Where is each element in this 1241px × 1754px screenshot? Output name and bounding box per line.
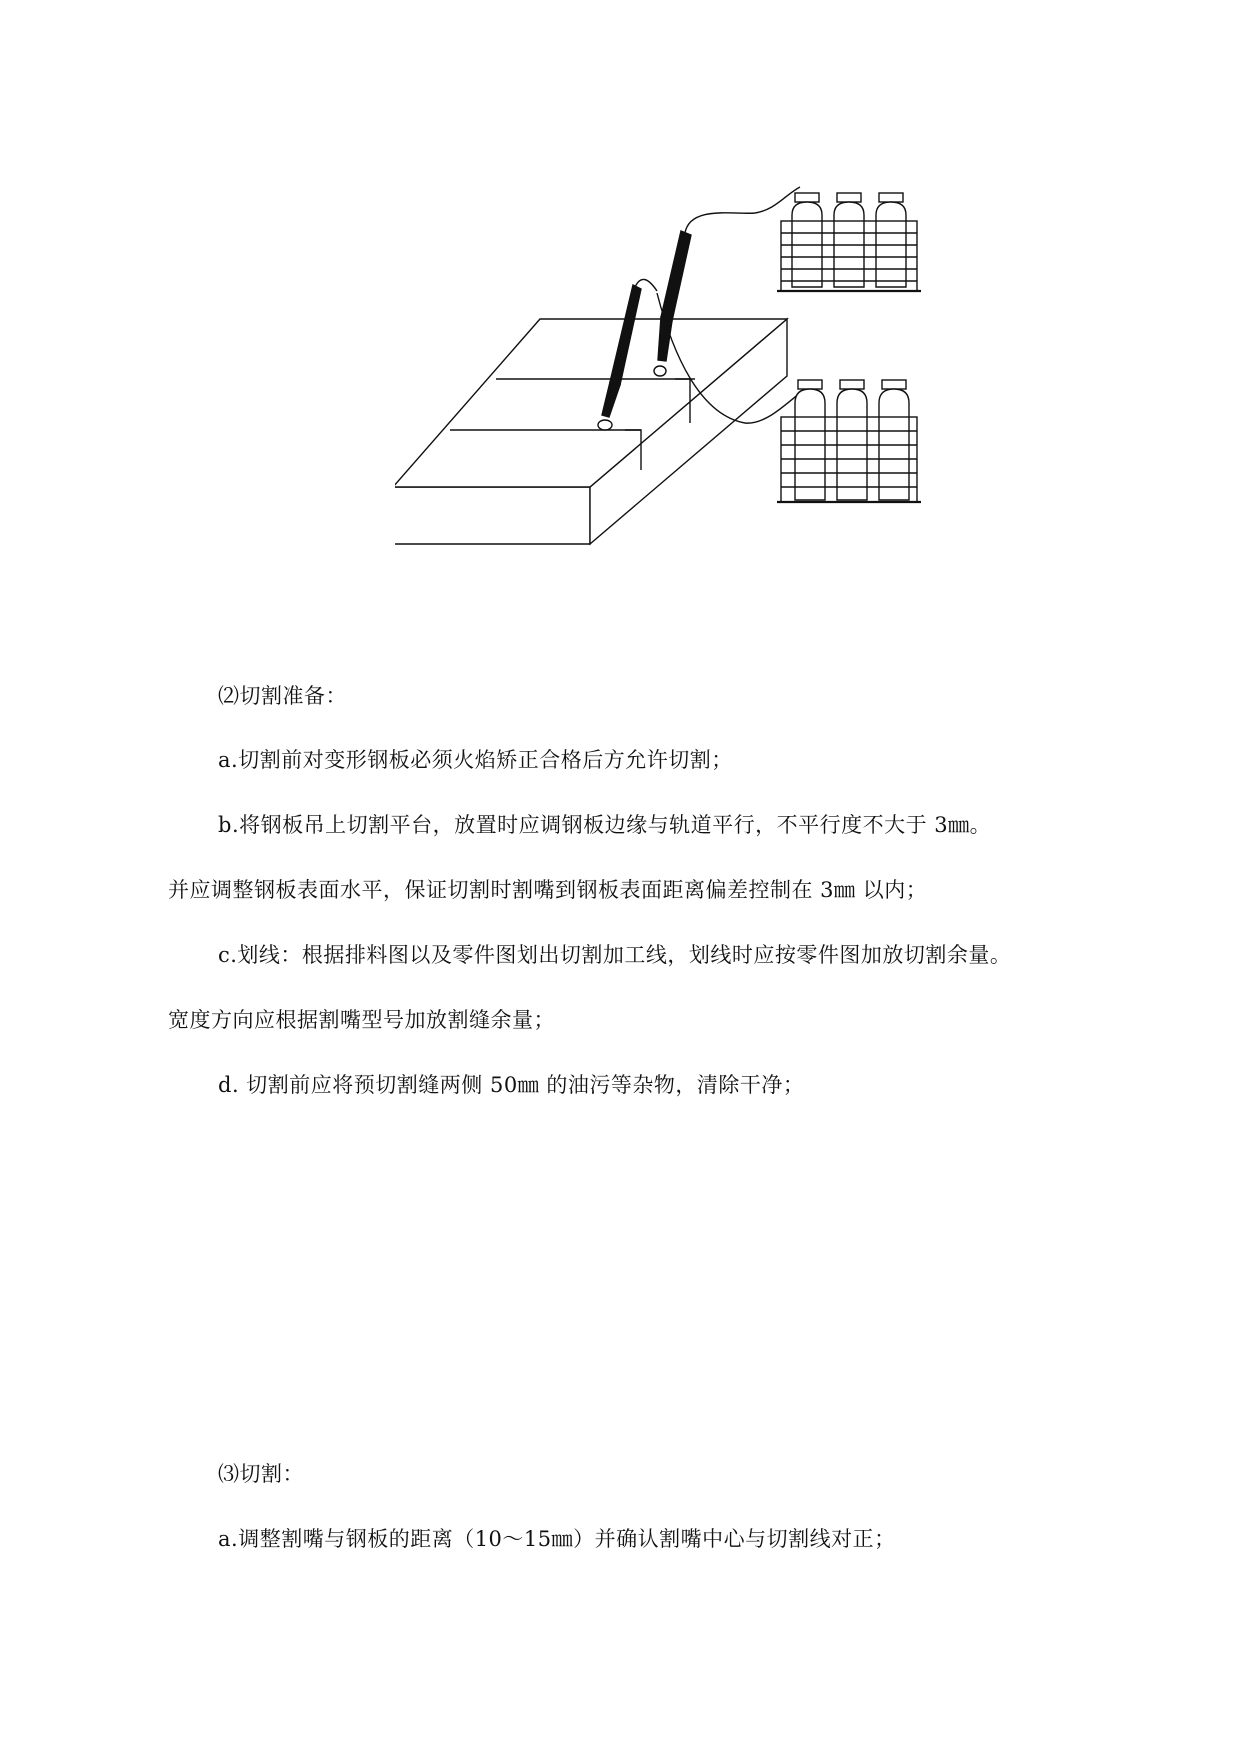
section-2-item-d: d. 切割前应将预切割缝两侧 50㎜ 的油污等杂物，清除干净； — [218, 1073, 805, 1097]
section-2-heading: ⑵切割准备： — [218, 684, 347, 708]
section-2-item-b-line1: b.将钢板吊上切割平台，放置时应调钢板边缘与轨道平行，不平行度不大于 3㎜。 — [218, 813, 992, 837]
steel-plate-block — [395, 319, 787, 544]
cutting-setup-illustration — [395, 175, 995, 565]
gas-hose-upper — [685, 187, 800, 233]
section-3-heading: ⑶切割： — [218, 1462, 304, 1486]
section-2-item-c-line2: 宽度方向应根据割嘴型号加放割缝余量； — [168, 1008, 555, 1032]
gas-cylinder-rack-lower — [777, 380, 921, 502]
gas-cylinder-rack-upper — [777, 193, 921, 291]
section-3-item-a: a.调整割嘴与钢板的距离（10～15㎜）并确认割嘴中心与切割线对正； — [218, 1527, 896, 1551]
section-2-item-a: a.切割前对变形钢板必须火焰矫正合格后方允许切割； — [218, 748, 733, 772]
section-2-item-c-line1: c.划线：根据排料图以及零件图划出切割加工线，划线时应按零件图加放切割余量。 — [218, 943, 1012, 967]
section-2-item-b-line2: 并应调整钢板表面水平，保证切割时割嘴到钢板表面距离偏差控制在 3㎜ 以内； — [168, 878, 928, 902]
